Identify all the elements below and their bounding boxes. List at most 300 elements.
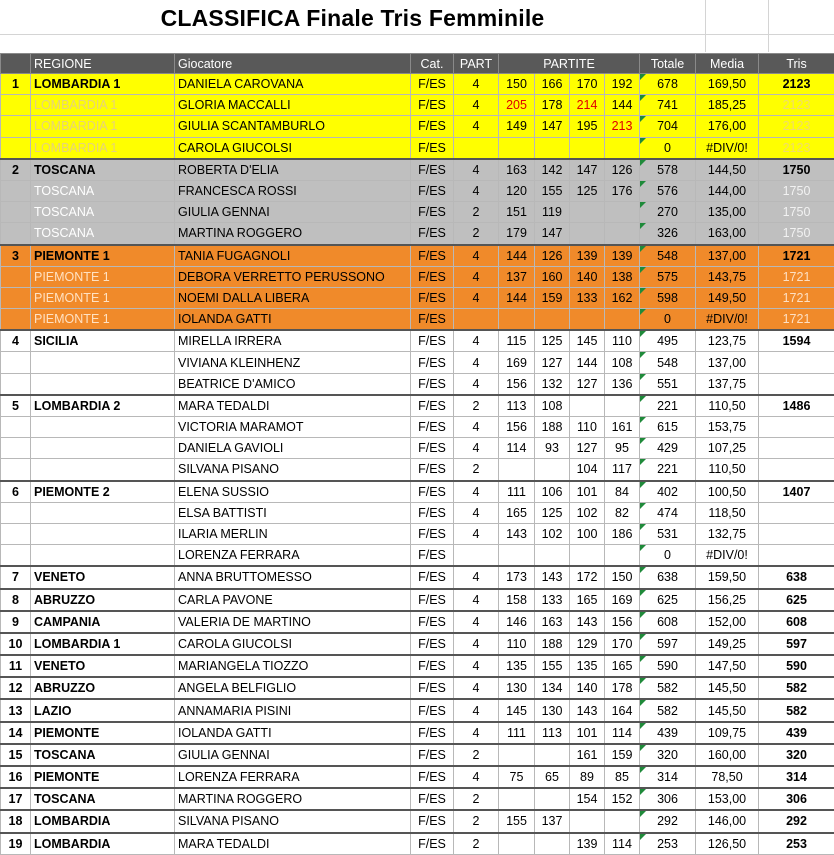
tris-cell: 608 [759, 611, 834, 633]
game-3-cell: 100 [570, 523, 605, 544]
game-1-cell: 146 [499, 611, 535, 633]
game-4-cell: 139 [605, 245, 640, 267]
game-2-cell: 65 [535, 766, 570, 788]
game-2-cell: 188 [535, 633, 570, 655]
title-gridline [0, 34, 834, 35]
pos-cell: 1 [1, 74, 31, 95]
game-2-cell: 106 [535, 481, 570, 503]
title-gridline [768, 0, 769, 52]
game-2-cell: 147 [535, 223, 570, 245]
game-3-cell: 139 [570, 245, 605, 267]
giocatore-cell: MARTINA ROGGERO [175, 788, 411, 810]
tris-cell [759, 417, 834, 438]
cat-cell: F/ES [411, 180, 454, 201]
media-cell: 123,75 [696, 330, 759, 352]
table-row [1, 810, 834, 832]
game-4-cell: 178 [605, 677, 640, 699]
giocatore-cell: ELENA SUSSIO [175, 481, 411, 503]
pos-cell [1, 438, 31, 459]
pos-cell: 13 [1, 699, 31, 721]
media-cell: 169,50 [696, 74, 759, 95]
pos-cell [1, 523, 31, 544]
sheet-title: CLASSIFICA Finale Tris Femminile [0, 2, 705, 34]
giocatore-cell: ANGELA BELFIGLIO [175, 677, 411, 699]
pos-cell: 7 [1, 566, 31, 588]
pos-cell [1, 417, 31, 438]
game-4-cell: 144 [605, 95, 640, 116]
game-1-cell [499, 459, 535, 481]
game-4-cell [605, 395, 640, 417]
pos-cell [1, 223, 31, 245]
regione-cell: ABRUZZO [31, 677, 175, 699]
header-media: Media [696, 54, 759, 74]
game-1-cell: 144 [499, 245, 535, 267]
part-cell: 4 [454, 655, 499, 677]
tris-cell: 306 [759, 788, 834, 810]
giocatore-cell: VICTORIA MARAMOT [175, 417, 411, 438]
header-part: PART [454, 54, 499, 74]
giocatore-cell: ANNAMARIA PISINI [175, 699, 411, 721]
totale-cell: 578 [640, 159, 696, 181]
game-4-cell: 170 [605, 633, 640, 655]
game-3-cell: 143 [570, 611, 605, 633]
game-2-cell: 142 [535, 159, 570, 181]
ranking-table [0, 53, 834, 855]
totale-cell: 576 [640, 180, 696, 201]
media-cell: 110,50 [696, 459, 759, 481]
cat-cell: F/ES [411, 523, 454, 544]
game-4-cell: 192 [605, 74, 640, 95]
cat-cell: F/ES [411, 74, 454, 95]
totale-cell: 221 [640, 459, 696, 481]
table-row [1, 202, 834, 223]
table-row [1, 699, 834, 721]
giocatore-cell: MARA TEDALDI [175, 833, 411, 855]
media-cell: 145,50 [696, 699, 759, 721]
game-1-cell [499, 744, 535, 766]
game-2-cell [535, 309, 570, 331]
cat-cell: F/ES [411, 722, 454, 744]
pos-cell [1, 545, 31, 567]
cat-cell: F/ES [411, 788, 454, 810]
part-cell: 2 [454, 744, 499, 766]
totale-cell: 582 [640, 699, 696, 721]
tris-cell: 638 [759, 566, 834, 588]
game-1-cell: 165 [499, 502, 535, 523]
game-3-cell: 101 [570, 722, 605, 744]
part-cell: 4 [454, 766, 499, 788]
tris-cell: 1721 [759, 245, 834, 267]
pos-cell: 3 [1, 245, 31, 267]
game-1-cell: 150 [499, 74, 535, 95]
game-4-cell [605, 202, 640, 223]
totale-cell: 531 [640, 523, 696, 544]
game-1-cell: 156 [499, 417, 535, 438]
giocatore-cell: GIULIA SCANTAMBURLO [175, 116, 411, 137]
part-cell: 2 [454, 223, 499, 245]
regione-cell: LAZIO [31, 699, 175, 721]
cat-cell: F/ES [411, 633, 454, 655]
media-cell: 110,50 [696, 395, 759, 417]
game-4-cell: 162 [605, 287, 640, 308]
table-row [1, 833, 834, 855]
totale-cell: 590 [640, 655, 696, 677]
game-4-cell: 150 [605, 566, 640, 588]
tris-cell: 1750 [759, 202, 834, 223]
game-3-cell: 154 [570, 788, 605, 810]
regione-cell: LOMBARDIA 1 [31, 95, 175, 116]
giocatore-cell: DEBORA VERRETTO PERUSSONO [175, 266, 411, 287]
game-4-cell: 176 [605, 180, 640, 201]
game-1-cell: 156 [499, 373, 535, 395]
media-cell: 144,50 [696, 159, 759, 181]
giocatore-cell: GIULIA GENNAI [175, 744, 411, 766]
part-cell: 4 [454, 633, 499, 655]
giocatore-cell: GIULIA GENNAI [175, 202, 411, 223]
regione-cell: TOSCANA [31, 180, 175, 201]
regione-cell [31, 417, 175, 438]
table-row [1, 74, 834, 95]
game-2-cell: 130 [535, 699, 570, 721]
game-4-cell: 84 [605, 481, 640, 503]
regione-cell: VENETO [31, 655, 175, 677]
giocatore-cell: VIVIANA KLEINHENZ [175, 352, 411, 373]
game-1-cell: 158 [499, 589, 535, 611]
game-2-cell: 132 [535, 373, 570, 395]
tris-cell: 1721 [759, 266, 834, 287]
game-1-cell: 110 [499, 633, 535, 655]
game-2-cell: 113 [535, 722, 570, 744]
cat-cell: F/ES [411, 810, 454, 832]
pos-cell [1, 180, 31, 201]
cat-cell: F/ES [411, 417, 454, 438]
pos-cell: 12 [1, 677, 31, 699]
cat-cell: F/ES [411, 266, 454, 287]
tris-cell: 2123 [759, 137, 834, 159]
regione-cell: PIEMONTE [31, 722, 175, 744]
regione-cell: PIEMONTE 1 [31, 309, 175, 331]
totale-cell: 306 [640, 788, 696, 810]
giocatore-cell: DANIELA CAROVANA [175, 74, 411, 95]
giocatore-cell: CARLA PAVONE [175, 589, 411, 611]
cat-cell: F/ES [411, 459, 454, 481]
part-cell [454, 309, 499, 331]
game-4-cell: 152 [605, 788, 640, 810]
game-3-cell: 125 [570, 180, 605, 201]
table-row [1, 766, 834, 788]
game-2-cell [535, 137, 570, 159]
game-4-cell: 156 [605, 611, 640, 633]
pos-cell: 18 [1, 810, 31, 832]
regione-cell: LOMBARDIA [31, 833, 175, 855]
game-3-cell: 110 [570, 417, 605, 438]
totale-cell: 678 [640, 74, 696, 95]
totale-cell: 292 [640, 810, 696, 832]
game-3-cell [570, 137, 605, 159]
game-1-cell: 114 [499, 438, 535, 459]
totale-cell: 598 [640, 287, 696, 308]
totale-cell: 0 [640, 545, 696, 567]
media-cell: 100,50 [696, 481, 759, 503]
giocatore-cell: CAROLA GIUCOLSI [175, 137, 411, 159]
pos-cell: 2 [1, 159, 31, 181]
game-1-cell: 111 [499, 481, 535, 503]
totale-cell: 221 [640, 395, 696, 417]
media-cell: 126,50 [696, 833, 759, 855]
game-4-cell: 126 [605, 159, 640, 181]
totale-cell: 548 [640, 352, 696, 373]
cat-cell: F/ES [411, 395, 454, 417]
game-1-cell: 120 [499, 180, 535, 201]
pos-cell: 4 [1, 330, 31, 352]
table-row [1, 677, 834, 699]
game-4-cell: 136 [605, 373, 640, 395]
giocatore-cell: MIRELLA IRRERA [175, 330, 411, 352]
game-4-cell: 110 [605, 330, 640, 352]
game-3-cell [570, 309, 605, 331]
table-row [1, 438, 834, 459]
pos-cell [1, 95, 31, 116]
game-4-cell: 138 [605, 266, 640, 287]
table-row [1, 744, 834, 766]
tris-cell: 597 [759, 633, 834, 655]
game-4-cell: 169 [605, 589, 640, 611]
cat-cell: F/ES [411, 159, 454, 181]
regione-cell: LOMBARDIA 1 [31, 633, 175, 655]
media-cell: 156,25 [696, 589, 759, 611]
totale-cell: 548 [640, 245, 696, 267]
game-4-cell [605, 223, 640, 245]
game-1-cell [499, 788, 535, 810]
cat-cell: F/ES [411, 611, 454, 633]
table-row [1, 266, 834, 287]
tris-cell: 2123 [759, 116, 834, 137]
game-2-cell: 166 [535, 74, 570, 95]
regione-cell: LOMBARDIA 1 [31, 74, 175, 95]
totale-cell: 474 [640, 502, 696, 523]
game-4-cell: 85 [605, 766, 640, 788]
tris-cell: 253 [759, 833, 834, 855]
game-3-cell: 102 [570, 502, 605, 523]
cat-cell: F/ES [411, 95, 454, 116]
game-1-cell: 135 [499, 655, 535, 677]
regione-cell [31, 502, 175, 523]
tris-cell: 1407 [759, 481, 834, 503]
part-cell: 4 [454, 502, 499, 523]
pos-cell: 11 [1, 655, 31, 677]
media-cell: 145,50 [696, 677, 759, 699]
game-1-cell: 173 [499, 566, 535, 588]
giocatore-cell: SILVANA PISANO [175, 459, 411, 481]
cat-cell: F/ES [411, 287, 454, 308]
giocatore-cell: GLORIA MACCALLI [175, 95, 411, 116]
game-3-cell: 170 [570, 74, 605, 95]
giocatore-cell: BEATRICE D'AMICO [175, 373, 411, 395]
game-3-cell: 89 [570, 766, 605, 788]
game-3-cell [570, 545, 605, 567]
giocatore-cell: ILARIA MERLIN [175, 523, 411, 544]
tris-cell: 582 [759, 677, 834, 699]
media-cell: 118,50 [696, 502, 759, 523]
cat-cell: F/ES [411, 744, 454, 766]
part-cell: 2 [454, 395, 499, 417]
media-cell: 137,75 [696, 373, 759, 395]
pos-cell [1, 459, 31, 481]
game-1-cell: 137 [499, 266, 535, 287]
game-3-cell: 104 [570, 459, 605, 481]
game-4-cell: 117 [605, 459, 640, 481]
media-cell: 176,00 [696, 116, 759, 137]
totale-cell: 638 [640, 566, 696, 588]
totale-cell: 741 [640, 95, 696, 116]
part-cell: 4 [454, 438, 499, 459]
giocatore-cell: IOLANDA GATTI [175, 309, 411, 331]
table-row [1, 545, 834, 567]
game-4-cell: 82 [605, 502, 640, 523]
regione-cell [31, 373, 175, 395]
cat-cell: F/ES [411, 545, 454, 567]
game-3-cell: 143 [570, 699, 605, 721]
tris-cell [759, 523, 834, 544]
pos-cell: 6 [1, 481, 31, 503]
table-row [1, 502, 834, 523]
table-row [1, 459, 834, 481]
table-row [1, 159, 834, 181]
tris-cell: 1486 [759, 395, 834, 417]
table-row [1, 611, 834, 633]
cat-cell: F/ES [411, 352, 454, 373]
media-cell: #DIV/0! [696, 545, 759, 567]
cat-cell: F/ES [411, 566, 454, 588]
part-cell: 2 [454, 459, 499, 481]
media-cell: 163,00 [696, 223, 759, 245]
cat-cell: F/ES [411, 202, 454, 223]
totale-cell: 582 [640, 677, 696, 699]
game-4-cell: 159 [605, 744, 640, 766]
game-3-cell [570, 395, 605, 417]
game-3-cell: 129 [570, 633, 605, 655]
game-2-cell: 163 [535, 611, 570, 633]
game-2-cell: 160 [535, 266, 570, 287]
game-2-cell: 143 [535, 566, 570, 588]
game-1-cell: 75 [499, 766, 535, 788]
media-cell: 107,25 [696, 438, 759, 459]
pos-cell: 15 [1, 744, 31, 766]
media-cell: 132,75 [696, 523, 759, 544]
part-cell: 4 [454, 481, 499, 503]
cat-cell: F/ES [411, 655, 454, 677]
cat-cell: F/ES [411, 373, 454, 395]
tris-cell: 1594 [759, 330, 834, 352]
table-row [1, 655, 834, 677]
regione-cell: SICILIA [31, 330, 175, 352]
game-1-cell: 205 [499, 95, 535, 116]
game-1-cell: 163 [499, 159, 535, 181]
regione-cell: ABRUZZO [31, 589, 175, 611]
totale-cell: 314 [640, 766, 696, 788]
regione-cell: TOSCANA [31, 159, 175, 181]
pos-cell [1, 352, 31, 373]
table-row [1, 95, 834, 116]
media-cell: 144,00 [696, 180, 759, 201]
game-3-cell [570, 202, 605, 223]
game-4-cell: 186 [605, 523, 640, 544]
regione-cell [31, 352, 175, 373]
pos-cell: 10 [1, 633, 31, 655]
part-cell: 4 [454, 95, 499, 116]
game-2-cell: 127 [535, 352, 570, 373]
media-cell: 159,50 [696, 566, 759, 588]
media-cell: 146,00 [696, 810, 759, 832]
tris-cell: 2123 [759, 95, 834, 116]
pos-cell [1, 266, 31, 287]
totale-cell: 320 [640, 744, 696, 766]
game-2-cell: 108 [535, 395, 570, 417]
tris-cell: 1721 [759, 287, 834, 308]
part-cell: 4 [454, 287, 499, 308]
game-3-cell [570, 223, 605, 245]
pos-cell: 9 [1, 611, 31, 633]
table-row [1, 330, 834, 352]
totale-cell: 704 [640, 116, 696, 137]
tris-cell [759, 459, 834, 481]
totale-cell: 0 [640, 137, 696, 159]
pos-cell: 14 [1, 722, 31, 744]
regione-cell: LOMBARDIA 1 [31, 137, 175, 159]
game-2-cell: 119 [535, 202, 570, 223]
game-2-cell: 93 [535, 438, 570, 459]
totale-cell: 326 [640, 223, 696, 245]
pos-cell [1, 137, 31, 159]
giocatore-cell: DANIELA GAVIOLI [175, 438, 411, 459]
part-cell [454, 545, 499, 567]
game-1-cell [499, 545, 535, 567]
regione-cell: PIEMONTE 1 [31, 287, 175, 308]
tris-cell: 625 [759, 589, 834, 611]
tris-cell: 1750 [759, 223, 834, 245]
part-cell: 4 [454, 523, 499, 544]
tris-cell: 590 [759, 655, 834, 677]
game-3-cell: 165 [570, 589, 605, 611]
game-3-cell: 147 [570, 159, 605, 181]
media-cell: #DIV/0! [696, 309, 759, 331]
game-1-cell [499, 137, 535, 159]
part-cell: 2 [454, 788, 499, 810]
cat-cell: F/ES [411, 699, 454, 721]
totale-cell: 270 [640, 202, 696, 223]
cat-cell: F/ES [411, 309, 454, 331]
tris-cell [759, 438, 834, 459]
part-cell: 4 [454, 566, 499, 588]
game-2-cell: 102 [535, 523, 570, 544]
game-1-cell: 169 [499, 352, 535, 373]
table-row [1, 481, 834, 503]
pos-cell [1, 373, 31, 395]
tris-cell: 1750 [759, 180, 834, 201]
game-4-cell: 164 [605, 699, 640, 721]
tris-cell: 314 [759, 766, 834, 788]
table-row [1, 180, 834, 201]
table-row [1, 395, 834, 417]
part-cell: 4 [454, 589, 499, 611]
media-cell: 109,75 [696, 722, 759, 744]
part-cell: 4 [454, 611, 499, 633]
tris-cell [759, 502, 834, 523]
pos-cell [1, 309, 31, 331]
table-row [1, 137, 834, 159]
game-2-cell: 133 [535, 589, 570, 611]
header-totale: Totale [640, 54, 696, 74]
